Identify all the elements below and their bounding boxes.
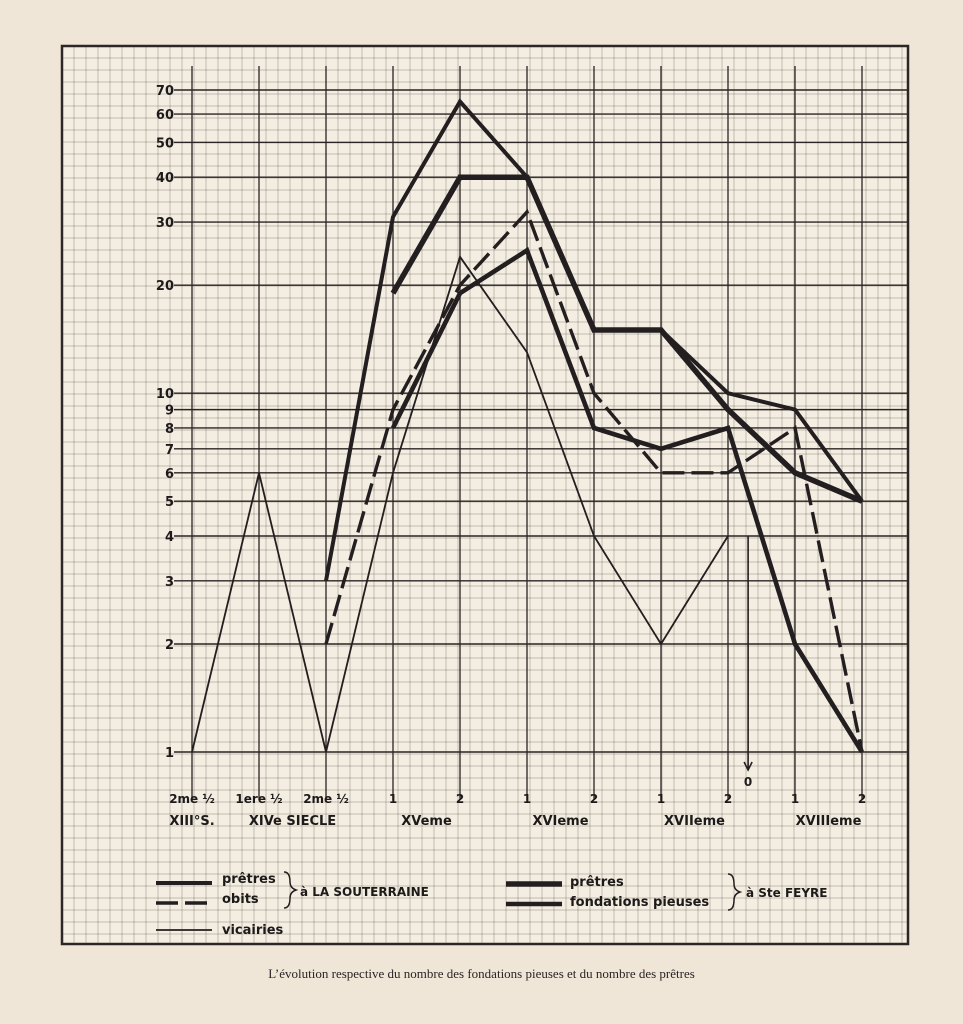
legend-item-label: fondations pieuses: [570, 895, 710, 910]
x-period-label: XIVe SIECLE: [248, 814, 337, 829]
x-period-label: XVIIeme: [664, 814, 725, 829]
legend-item-label: prêtres: [570, 875, 624, 890]
x-tick-label: 2: [455, 792, 465, 806]
legend-group-label: à Ste FEYRE: [746, 886, 828, 900]
x-period-label: XVeme: [401, 814, 452, 829]
y-tick-label: 30: [155, 216, 174, 232]
legend-item-label: prêtres: [222, 872, 276, 887]
y-tick-label: 7: [164, 442, 174, 458]
y-tick-label: 8: [164, 421, 174, 437]
zero-marker-label: 0: [743, 775, 753, 789]
x-tick-label: 1: [388, 792, 398, 806]
y-tick-label: 50: [155, 136, 174, 152]
x-tick-label: 2: [589, 792, 599, 806]
y-tick-label: 6: [164, 466, 174, 482]
legend-item-label: obits: [222, 892, 259, 907]
x-tick-label: 2: [857, 792, 867, 806]
graph-paper-background: [62, 46, 908, 944]
y-tick-label: 40: [155, 171, 174, 187]
x-tick-label: 2me ½: [169, 792, 215, 806]
y-tick-label: 5: [164, 495, 174, 511]
y-tick-label: 9: [164, 403, 174, 419]
figure-caption: L’évolution respective du nombre des fondations pieuses et du nombre des prêtres: [268, 966, 695, 981]
x-tick-label: 1: [656, 792, 666, 806]
x-tick-label: 1: [522, 792, 532, 806]
x-period-label: XIII°S.: [169, 814, 215, 829]
x-tick-label: 2: [723, 792, 733, 806]
y-tick-label: 4: [164, 529, 174, 545]
x-tick-label: 1ere ½: [235, 792, 283, 806]
x-period-label: XVIIIeme: [795, 814, 862, 829]
legend-group-label: à LA SOUTERRAINE: [300, 885, 429, 899]
y-tick-label: 1: [164, 746, 174, 761]
x-tick-label: 2me ½: [303, 792, 349, 806]
y-tick-label: 10: [155, 387, 174, 403]
y-tick-label: 2: [164, 637, 174, 653]
y-tick-label: 3: [164, 574, 174, 590]
y-tick-label: 20: [155, 279, 174, 295]
y-tick-label: 70: [155, 84, 174, 99]
legend-item-label: vicairies: [222, 923, 284, 938]
x-period-label: XVIeme: [532, 814, 589, 829]
x-tick-label: 1: [790, 792, 800, 806]
y-tick-label: 60: [155, 108, 174, 124]
